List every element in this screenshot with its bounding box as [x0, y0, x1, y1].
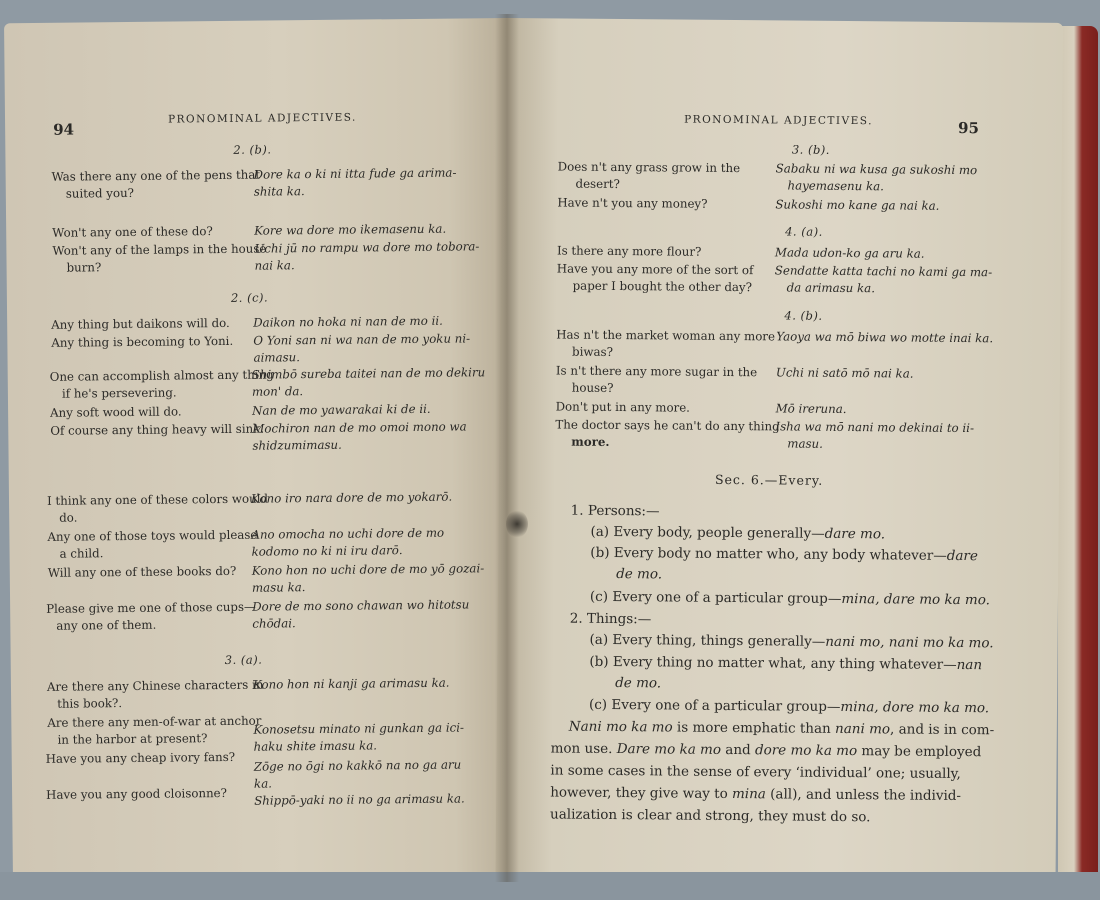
group-label: 3. (b). [791, 142, 831, 157]
group-label: 4. (a). [785, 224, 823, 239]
example-row: Are there any men-of-war at anchor in the harbor at present? Konosetsu minato ni gunkan ga ici- haku shite imasu ka. [47, 713, 465, 754]
example-row: Don't put in any more. Mō ireruna. [555, 399, 847, 417]
list-item: (a) Every thing, things generally—nani mo, nani mo ka mo. [589, 631, 994, 652]
right-page [495, 18, 1063, 885]
example-row: Of course any thing heavy will sink. Mochiron nan de mo omoi mono wa shidzumimasu. [50, 419, 467, 453]
example-row: Will any one of these books do? Kono hon no uchi dore de mo yō gozai- masu ka. [47, 561, 485, 595]
paragraph-line: ualization is clear and strong, they must do so. [549, 806, 871, 826]
example-row: Are there any Chinese characters in this book?. Kono hon ni kanji ga arimasu ka. [46, 675, 450, 711]
example-row: Have you any good cloisonne? Shippō-yaki no ii no ga arimasu ka. [46, 785, 465, 808]
example-row: One can accomplish almost any thing if he's persevering. Shimbō sureba taitei nan de mo dekiru mon' da. [49, 365, 486, 401]
example-row: Won't any one of these do? Kore wa dore mo ikemasenu ka. [52, 221, 447, 240]
paragraph-line: in some cases in the sense of every ‘individual’ one; usually, [550, 762, 961, 783]
ink-stain [506, 510, 528, 538]
example-row: Won't any of the lamps in the house burn? Uchi jū no rampu wa dore mo tobora- nai ka. [52, 239, 480, 275]
left-page [4, 18, 516, 885]
example-row: The doctor says he can't do any thing more. Isha wa mō nani mo dekinai to ii- masu. [555, 417, 975, 451]
list-item-continuation: de mo. [616, 566, 663, 583]
list-item-continuation: de mo. [615, 675, 662, 692]
example-row: Have you any more of the sort of paper I bought the other day? Sendatte katta tachi no kami ga ma- da arimasu ka. [556, 261, 993, 296]
example-row: Any soft wood will do. Nan de mo yawarakai ki de ii. [50, 401, 431, 420]
running-head: PRONOMINAL ADJECTIVES. [167, 111, 357, 126]
list-label: 2. Things:— [569, 610, 652, 628]
example-row: I think any one of these colors would do. Kono iro nara dore de mo yokarō. [46, 489, 453, 525]
running-head: PRONOMINAL ADJECTIVES. [684, 113, 873, 128]
example-row: Have you any cheap ivory fans? Zōge no ōgi no kakkō na no ga aru ka. [45, 749, 462, 791]
example-row: Is there any more flour? Mada udon-ko ga aru ka. [556, 243, 925, 261]
example-row: Any thing is becoming to Yoni. O Yoni san ni wa nan de mo yoku ni- aimasu. [51, 331, 471, 365]
group-label: 2. (b). [233, 142, 272, 157]
list-item: (c) Every one of a particular group—mina, dare mo ka mo. [589, 588, 991, 609]
page-number: 94 [53, 120, 75, 139]
list-item: (b) Every thing no matter what, any thing whatever—nan [589, 653, 983, 674]
list-item: (c) Every one of a particular group—mina, dore mo ka mo. [588, 696, 990, 717]
paragraph-line: mon use. Dare mo ka mo and dore mo ka mo may be employed [550, 740, 982, 761]
book-cover-edge [1058, 26, 1098, 882]
table-surface [0, 872, 1100, 900]
example-row: Please give me one of those cups— any one of them. Dore de mo sono chawan wo hitotsu chōdai. [46, 597, 470, 633]
paragraph-line: Nani mo ka mo is more emphatic than nani mo, and is in com- [568, 718, 995, 739]
example-row: Is n't there any more sugar in the house? Uchi ni satō mō nai ka. [555, 363, 914, 395]
group-label: 3. (a). [224, 652, 263, 667]
example-row: Have n't you any money? Sukoshi mo kane ga nai ka. [557, 195, 940, 213]
example-row: Was there any one of the pens that suited you? Dore ka o ki ni itta fude ga arima- shita ka. [51, 165, 457, 201]
list-item: (a) Every body, people generally—dare mo. [590, 523, 886, 543]
section-heading: Sec. 6.—Every. [714, 471, 824, 488]
list-item: (b) Every body no matter who, any body whatever—dare [590, 544, 978, 565]
group-label: 4. (b). [784, 308, 823, 323]
example-row: Does n't any grass grow in the desert? Sabaku ni wa kusa ga sukoshi mo hayemasenu ka. [557, 159, 978, 194]
paragraph-line: however, they give way to mina (all), and unless the individ- [550, 784, 962, 805]
book-spine-shadow [495, 14, 519, 882]
example-row: Has n't the market woman any more biwas? Yaoya wa mō biwa wo motte inai ka. [556, 327, 994, 359]
example-row: Any thing but daikons will do. Daikon no hoka ni nan de mo ii. [51, 313, 443, 332]
example-row: Any one of those toys would please a child. Ano omocha no uchi dore de mo kodomo no ki ni iru darō. [47, 525, 445, 561]
page-number: 95 [957, 118, 980, 138]
group-label: 2. (c). [230, 290, 269, 305]
list-label: 1. Persons:— [570, 502, 660, 520]
